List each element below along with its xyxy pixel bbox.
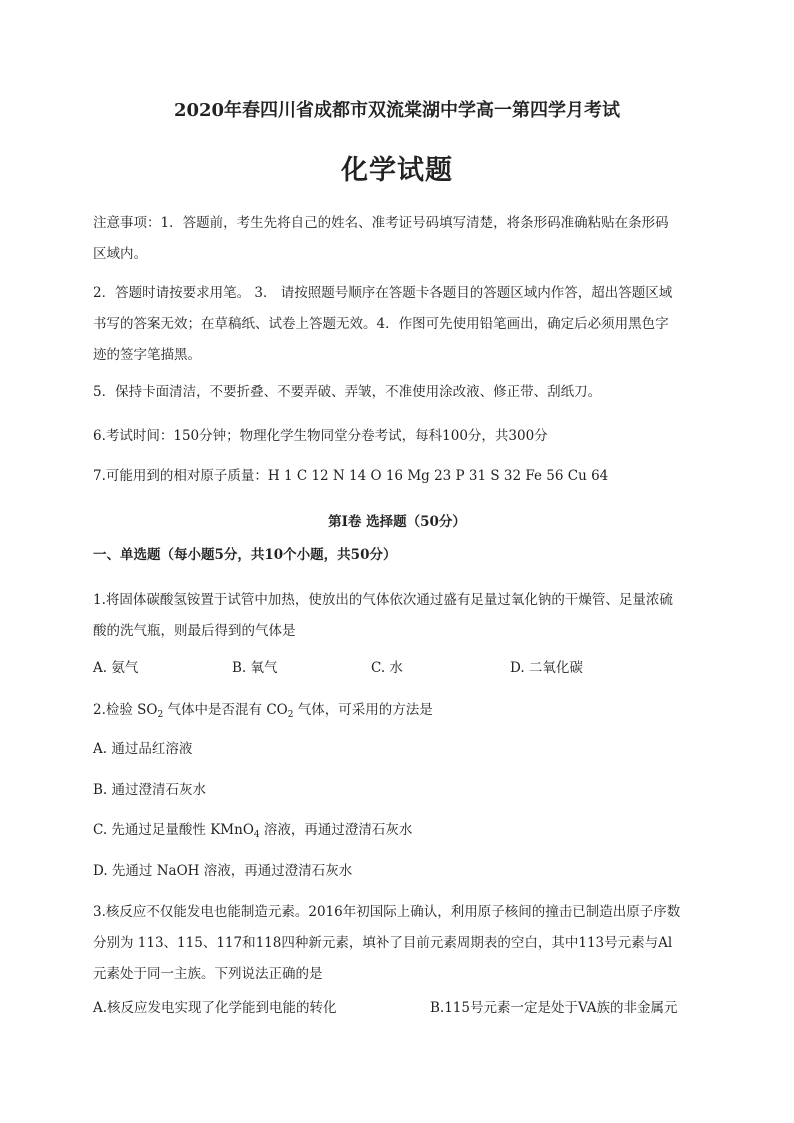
q2-option-c [93, 815, 703, 846]
question-3 [93, 897, 703, 990]
notes-line: 2．答题时请按要求用笔。 3． 请按照题号顺序在答题卡各题目的答题区域内作答，超出答题区域 [93, 285, 673, 301]
notes-line: 迹的签字笔描黑。 [93, 347, 201, 363]
q2-subscript: 2 [157, 710, 164, 720]
q2-subscript: 2 [287, 710, 294, 720]
question-1 [93, 585, 703, 647]
q1-option-c: C. 水 [371, 660, 403, 676]
q2-stem-post: 气体，可采用的方法是 [293, 702, 433, 718]
notes-item-7: 7.可能用到的相对原子质量：H 1 C 12 N 14 O 16 Mg 23 P 31 S 32 Fe 56 Cu 64 [93, 468, 609, 484]
q2-option-b: B. 通过澄清石灰水 [93, 782, 207, 798]
q2-subscript: 4 [253, 830, 260, 840]
notes-line: 区域内。 [93, 246, 147, 262]
section-heading: 一、单选题（每小题5分，共10个小题，共50分） [93, 547, 397, 563]
q3-option-a: A.核反应发电实现了化学能到电能的转化 [93, 1000, 337, 1016]
q1-option-a: A. 氨气 [93, 660, 139, 676]
subject-title: 化学试题 [341, 155, 453, 186]
question-line: 分别为 113、115、117和118四种新元素，填补了目前元素周期表的空白，其中113号元素与Al [93, 935, 673, 951]
q2-option-c-pre: C. 先通过足量酸性 KMnO [93, 822, 254, 838]
notes-item-2 [93, 278, 703, 371]
q3-option-b: B.115号元素一定是处于VA族的非金属元 [430, 1000, 678, 1016]
q2-stem-pre: 2.检验 SO [93, 702, 158, 718]
question-2 [93, 695, 703, 726]
q2-option-a: A. 通过品红溶液 [93, 741, 193, 757]
notes-item-6: 6.考试时间：150分钟；物理化学生物同堂分卷考试，每科100分，共300分 [93, 428, 548, 444]
q2-option-c-post: 溶液，再通过澄清石灰水 [259, 822, 413, 838]
q1-option-b: B. 氧气 [232, 660, 278, 676]
notes-line: 注意事项：1．答题前，考生先将自己的姓名、准考证号码填写清楚，将条形码准确粘贴在条形码 [93, 215, 669, 231]
notes-line: 书写的答案无效；在草稿纸、试卷上答题无效。4．作图可先使用铅笔画出，确定后必须用黑色字 [93, 316, 669, 332]
notes-item-1 [93, 208, 703, 270]
question-line: 3.核反应不仅能发电也能制造元素。2016年初国际上确认，利用原子核间的撞击已制造出原子序数 [93, 904, 681, 920]
question-line: 1.将固体碳酸氢铵置于试管中加热，使放出的气体依次通过盛有足量过氧化钠的干燥管、足量浓硫 [93, 592, 673, 608]
notes-item-5: 5．保持卡面清洁，不要折叠、不要弄破、弄皱，不准使用涂改液、修正带、刮纸刀。 [93, 384, 602, 400]
q2-stem-mid: 气体中是否混有 CO [163, 702, 288, 718]
part-title: 第Ⅰ卷 选择题（50分） [328, 514, 466, 530]
question-line: 元素处于同一主族。下列说法正确的是 [93, 966, 323, 982]
exam-title: 2020年春四川省成都市双流棠湖中学高一第四学月考试 [173, 100, 621, 121]
q1-option-d: D. 二氧化碳 [510, 660, 583, 676]
question-line: 酸的洗气瓶，则最后得到的气体是 [93, 623, 296, 639]
q2-option-d: D. 先通过 NaOH 溶液，再通过澄清石灰水 [93, 863, 353, 879]
